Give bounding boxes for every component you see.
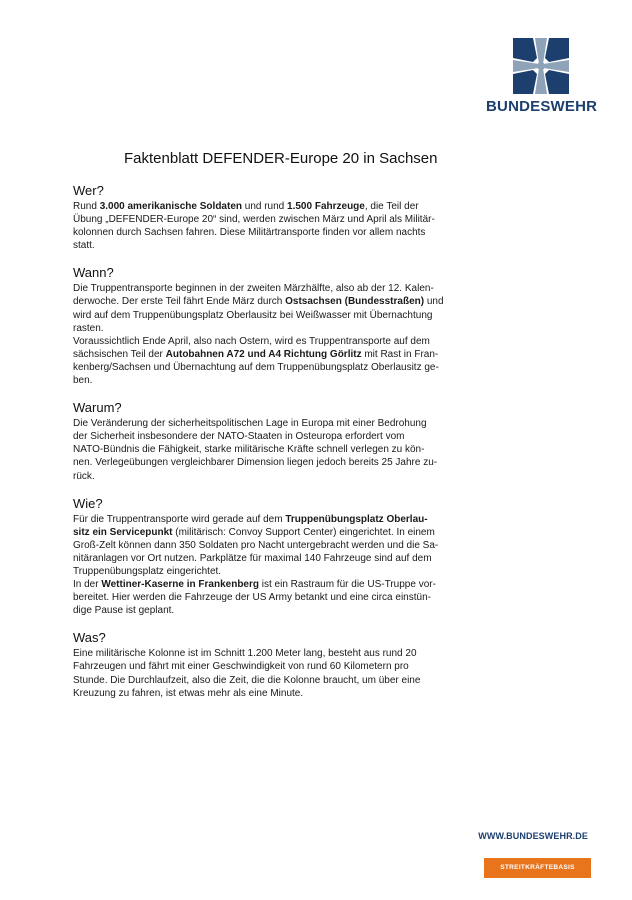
text: Für die Truppentransporte wird gerade auf dem — [73, 513, 286, 525]
streitkraeftebasis-badge: STREITKRÄFTEBASIS — [484, 858, 591, 878]
text: Die Veränderung der sicherheitspolitischen Lage in Europa mit einer Bedrohung — [73, 418, 427, 430]
text: mit Rast in Fran- — [361, 348, 439, 360]
emphasis: 1.500 Fahrzeuge — [287, 201, 365, 212]
text: Stunde. Die Durchlaufzeit, also die Zeit, die die Kolonne braucht, um über eine — [73, 674, 421, 686]
text: rück. — [73, 470, 95, 482]
document-body — [73, 183, 473, 713]
section-heading: Warum? — [73, 400, 122, 416]
text: der Sicherheit insbesondere der NATO-Staaten in Osteuropa erfordert vom — [73, 431, 405, 443]
text: und rund — [241, 201, 288, 212]
text: statt. — [73, 240, 95, 252]
emphasis: Autobahnen A72 und A4 Richtung Görlitz — [165, 348, 362, 360]
emphasis: 3.000 amerikanische Soldaten — [99, 201, 242, 212]
text: , die Teil der — [364, 201, 419, 212]
text: Voraussichtlich Ende April, also nach Ostern, wird es Truppentransporte auf dem — [73, 335, 430, 347]
page-title: Faktenblatt DEFENDER-Europe 20 in Sachsen — [124, 150, 438, 167]
section-wer — [73, 183, 473, 252]
text: wird auf dem Truppenübungsplatz Oberlausitz bei Weißwasser mit Übernachtung — [73, 309, 433, 321]
section-paragraph — [73, 282, 473, 387]
text: Kreuzung zu fahren, ist etwas mehr als eine Minute. — [73, 687, 304, 699]
text: nitäranlagen vor Ort nutzen. Parkplätze für maximal 140 Fahrzeuge sind auf dem — [73, 552, 432, 564]
text: derwoche. Der erste Teil fährt Ende März durch — [73, 296, 286, 308]
text: ist ein Rastraum für die US-Truppe vor- — [259, 579, 436, 591]
section-paragraph — [73, 647, 473, 699]
section-wie — [73, 496, 473, 618]
text: NATO-Bündnis die Fähigkeit, starke militärische Kräfte schnell verlegen zu kön- — [73, 444, 425, 456]
emphasis: Wettiner-Kaserne in Frankenberg — [101, 579, 259, 591]
text: dige Pause ist geplant. — [73, 605, 175, 617]
section-heading: Was? — [73, 630, 106, 646]
text: nen. Verlegeübungen vergleichbarer Dimension liegen jedoch bereits 25 Jahre zu- — [73, 457, 438, 469]
text: kenberg/Sachsen und Übernachtung auf dem Truppenübungsplatz Oberlausitz ge- — [73, 361, 439, 373]
section-heading: Wer? — [73, 183, 104, 198]
text: Fahrzeugen und fährt mit einer Geschwindigkeit von rund 60 Kilometern pro — [73, 661, 409, 673]
section-paragraph — [73, 417, 473, 482]
text: Groß-Zelt können dann 350 Soldaten pro Nacht untergebracht werden und die Sa- — [73, 539, 439, 551]
section-was — [73, 630, 473, 699]
section-warum — [73, 400, 473, 482]
text: In der — [73, 579, 102, 591]
text: Eine militärische Kolonne ist im Schnitt 1.200 Meter lang, besteht aus rund 20 — [73, 648, 417, 660]
text: Rund — [73, 201, 100, 212]
text: ben. — [73, 375, 93, 387]
section-heading: Wann? — [73, 265, 114, 281]
section-heading: Wie? — [73, 495, 103, 511]
section-paragraph — [73, 200, 473, 252]
text: (militärisch: Convoy Support Center) eingerichtet. In einem — [172, 526, 435, 538]
text: Übung „DEFENDER-Europe 20“ sind, werden zwischen März und April als Militär- — [73, 214, 435, 226]
emphasis: Truppenübungsplatz Oberlau- — [285, 513, 428, 525]
text: kolonnen durch Sachsen fahren. Diese Militärtransporte finden vor allem nachts — [73, 227, 426, 239]
text: Truppenübungsplatz eingerichtet. — [73, 565, 222, 577]
section-paragraph — [73, 513, 473, 618]
iron-cross-icon — [513, 38, 569, 94]
section-wann — [73, 265, 473, 387]
logo-wordmark: BUNDESWEHR — [486, 98, 598, 115]
text: sächsischen Teil der — [73, 348, 166, 360]
text: rasten. — [73, 322, 104, 334]
emphasis: sitz ein Servicepunkt — [73, 526, 173, 538]
bundeswehr-logo — [486, 38, 596, 115]
text: und — [424, 296, 444, 308]
text: bereitet. Hier werden die Fahrzeuge der US Army betankt und eine circa einstün- — [73, 592, 431, 604]
text: Die Truppentransporte beginnen in der zweiten Märzhälfte, also ab der 12. Kalen- — [73, 283, 434, 295]
emphasis: Ostsachsen (Bundesstraßen) — [285, 296, 425, 308]
website-link[interactable]: WWW.BUNDESWEHR.DE — [478, 831, 588, 841]
